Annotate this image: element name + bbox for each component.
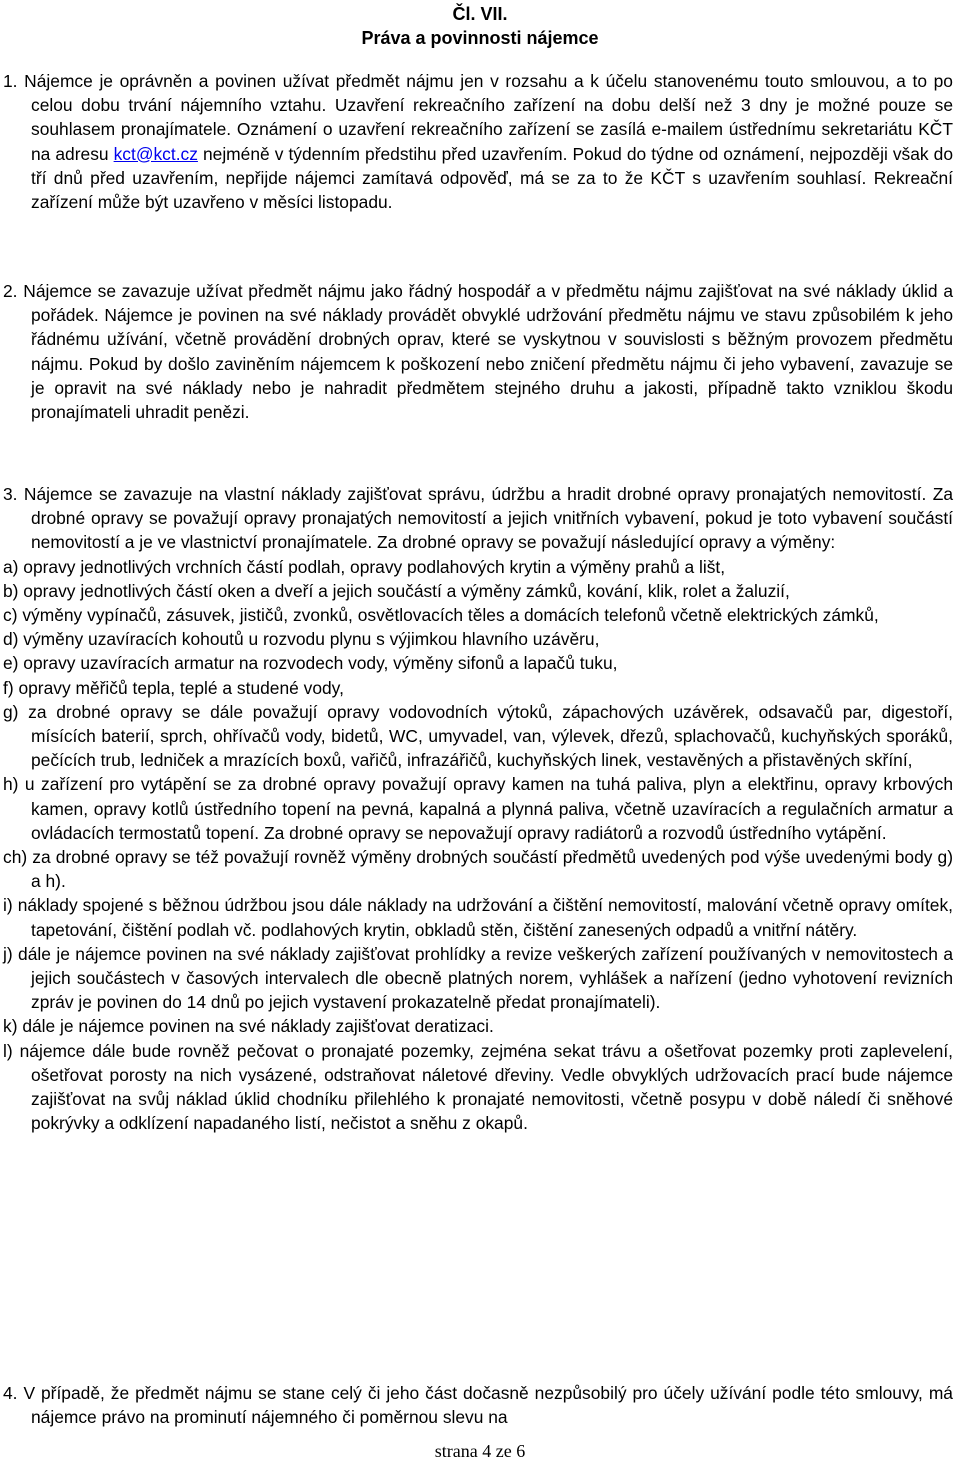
repair-list	[3, 555, 953, 1136]
paragraph-2	[3, 279, 953, 424]
list-item: l) nájemce dále bude rovněž pečovat o pronajaté pozemky, zejména sekat trávu a ošetřovat pozemky proti zaplevelení, ošetřovat porosty na nich vysázené, odstraňovat náletové dřeviny. Vedle obvyklých udržovacích prací bude nájemce zajišťovat na svůj náklad úklid chodníku přilehlého k pronajaté nemovitosti, včetně posypu v době náledí či sněhové pokrývky a odklízení napadaného listí, nečistot a sněhu z okapů.	[3, 1040, 953, 1134]
paragraph-text: Nájemce je oprávněn a povinen užívat předmět nájmu jen v rozsahu a k účelu stanovenému touto smlouvou, a to po celou dobu trvání nájemního vztahu. Uzavření rekreačního zařízení na dobu delší než 3 dny je možné pouze se souhlasem pronajímatele. Oznámení o uzavření rekreačního zařízení se zasílá e-mailem ústřednímu sekretariátu KČT na adresu	[24, 71, 953, 164]
paragraph-number: 2.	[3, 281, 18, 301]
article-number: Čl. VII.	[452, 4, 508, 24]
list-item: c) výměny vypínačů, zásuvek, jističů, zvonků, osvětlovacích těles a domácích telefonů včetně elektrických zámků,	[3, 605, 879, 626]
paragraph-3	[3, 482, 953, 1135]
paragraph-number: 4.	[3, 1383, 18, 1403]
page-number-footer: strana 4 ze 6	[434, 1441, 526, 1461]
list-item: ch) za drobné opravy se též považují rovněž výměny drobných součástí předmětů uvedených pod výše uvedenými body g) a h).	[3, 847, 953, 892]
paragraph-1	[3, 69, 953, 214]
list-item: e) opravy uzavíracích armatur na rozvodech vody, výměny sifonů a lapačů tuku,	[3, 653, 618, 674]
paragraph-number: 1.	[3, 71, 18, 91]
email-link[interactable]: kct@kct.cz	[113, 143, 198, 164]
list-item: d) výměny uzavíracích kohoutů u rozvodu plynu s výjimkou hlavního uzávěru,	[3, 629, 600, 650]
article-title: Práva a povinnosti nájemce	[361, 28, 599, 48]
paragraph-text: V případě, že předmět nájmu se stane celý či jeho část dočasně nezpůsobilý pro účely užívání podle této smlouvy, má nájemce právo na prominutí nájemného či poměrnou slevu na	[23, 1383, 953, 1428]
paragraph-4	[3, 1381, 953, 1429]
list-item: a) opravy jednotlivých vrchních částí podlah, opravy podlahových krytin a výměny prahů a lišt,	[3, 556, 726, 577]
list-item: f) opravy měřičů tepla, teplé a studené vody,	[3, 677, 344, 698]
paragraph-text: Nájemce se zavazuje užívat předmět nájmu jako řádný hospodář a v předmětu nájmu zajišťovat na své náklady úklid a pořádek. Nájemce je povinen na své náklady provádět obvyklé udržování předmětu nájmu ve stavu způsobilém k jeho řádnému užívání, včetně provádění drobných oprav, které se vyskytnou v souvislosti s běžným provozem předmětu nájmu. Pokud by došlo zaviněním nájemcem k poškození nebo zničení předmětu nájmu či jeho vybavení, zavazuje se je opravit na své náklady nebo je nahradit předmětem stejného druhu a jakosti, případně takto vzniklou škodu pronajímateli uhradit penězi.	[23, 281, 953, 423]
list-item: h) u zařízení pro vytápění se za drobné opravy považují opravy kamen na tuhá paliva, plyn a elektřinu, opravy krbových kamen, opravy kotlů ústředního topení na pevná, kapalná a plynná paliva, včetně uzavíracích a regulačních armatur a ovládacích termostatů topení. Za drobné opravy se nepovažují opravy radiátorů a rozvodů ústředního vytápění.	[3, 774, 953, 843]
list-item: i) náklady spojené s běžnou údržbou jsou dále náklady na udržování a čištění nemovitostí, malování včetně opravy omítek, tapetování, čištění podlah vč. podlahových krytin, obkladů stěn, čištění zanesených odpadů a vnitřní nátěry.	[3, 895, 953, 940]
list-item: k) dále je nájemce povinen na své náklady zajišťovat deratizaci.	[3, 1016, 494, 1037]
list-item: j) dále je nájemce povinen na své náklady zajišťovat prohlídky a revize veškerých zařízení používaných v nemovitostech a jejich součástech v časových intervalech dle obecně platných norem, vyhlášek a nařízení (jedno vyhotovení revizních zpráv je povinen do 14 dnů po jejich vystavení prokazatelně předat pronajímateli).	[3, 943, 953, 1013]
list-item: b) opravy jednotlivých částí oken a dveří a jejich součástí a výměny zámků, kování, klik, rolet a žaluzií,	[3, 580, 790, 601]
paragraph-text: Nájemce se zavazuje na vlastní náklady zajišťovat správu, údržbu a hradit drobné opravy pronajatých nemovitostí. Za drobné opravy se považují opravy pronajatých nemovitostí a jejich vnitřních vybavení, pokud je toto vybavení součástí nemovitostí a je ve vlastnictví pronajímatele. Za drobné opravy se považují následující opravy a výměny:	[23, 484, 953, 553]
paragraph-text: nejméně v týdenním předstihu před uzavřením. Pokud do týdne od oznámení, nejpozději však do tří dnů před uzavřením, nepřijde nájemci zamítavá odpověď, má se za to že KČT s uzavřením souhlasí. Rekreační zařízení může být uzavřeno v měsíci listopadu.	[31, 143, 953, 213]
list-item: g) za drobné opravy se dále považují opravy vodovodních výtoků, zápachových uzávěrek, odsavačů par, digestoří, mísících baterií, sprch, ohřívačů vody, bidetů, WC, umyvadel, van, výlevek, dřezů, splachovačů, kuchyňských sporáků, pečících trub, ledniček a mrazících boxů, vařičů, infrazářičů, kuchyňských linek, vestavěných a přistavěných skříní,	[3, 701, 953, 771]
paragraph-number: 3.	[3, 484, 18, 504]
